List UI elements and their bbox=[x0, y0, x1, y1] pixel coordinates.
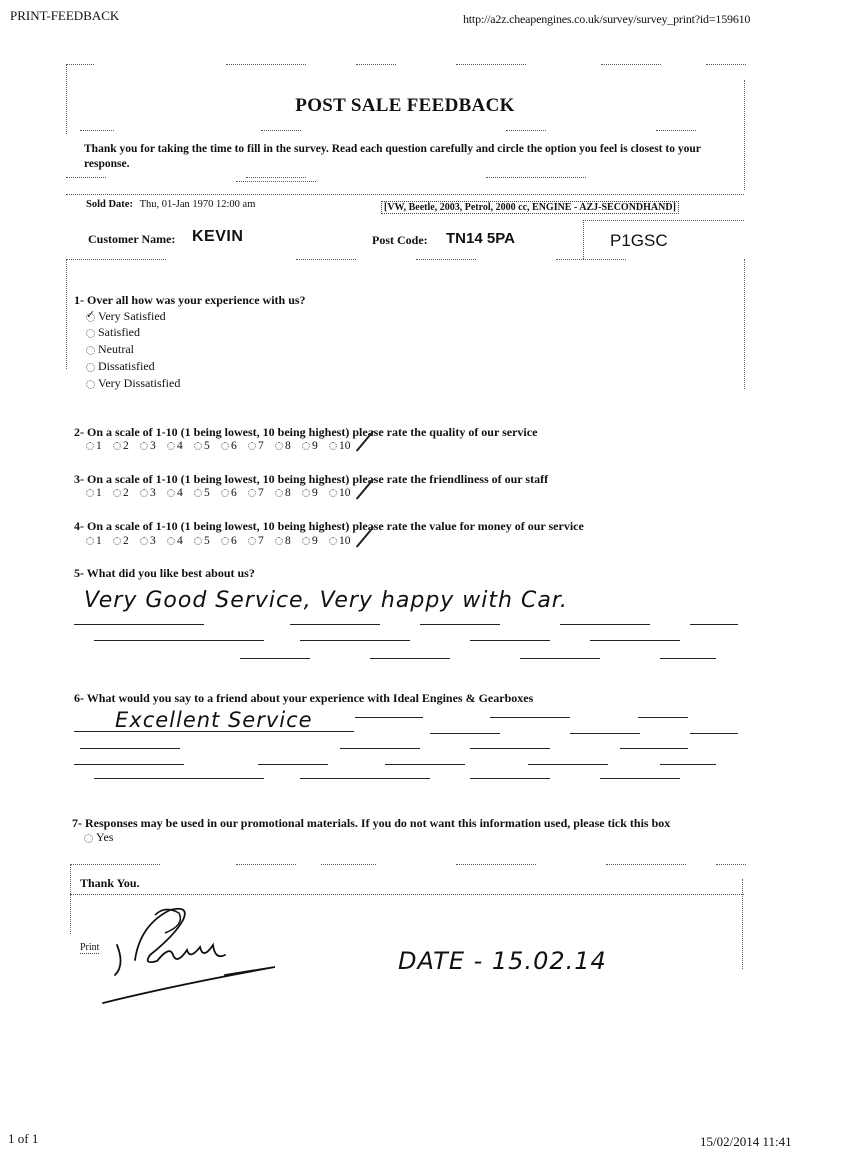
radio-icon[interactable] bbox=[329, 489, 337, 497]
q4-option[interactable]: 4 bbox=[167, 535, 194, 547]
q4-option[interactable]: 7 bbox=[248, 535, 275, 547]
q7-option-label: Yes bbox=[96, 830, 114, 844]
q1-option-5[interactable] bbox=[86, 376, 180, 391]
post-code-value: TN14 5PA bbox=[446, 230, 515, 247]
q1-option-1[interactable] bbox=[86, 309, 166, 324]
q4-option[interactable]: 1 bbox=[86, 535, 113, 547]
q2-option[interactable]: 6 bbox=[221, 440, 248, 452]
q2-option[interactable]: 7 bbox=[248, 440, 275, 452]
q6-answer[interactable]: Excellent Service bbox=[115, 708, 313, 732]
radio-checked-icon[interactable] bbox=[86, 313, 95, 322]
q3-option[interactable]: 8 bbox=[275, 487, 302, 499]
radio-icon[interactable] bbox=[221, 537, 229, 545]
checkbox-icon[interactable] bbox=[84, 834, 93, 843]
q1-option-label: Very Dissatisfied bbox=[98, 376, 181, 390]
question-6: 6- What would you say to a friend about your experience with Ideal Engines & Gearboxes bbox=[74, 691, 534, 705]
radio-icon[interactable] bbox=[221, 442, 229, 450]
question-7: 7- Responses may be used in our promotional materials. If you do not want this information used, please tick this box bbox=[72, 816, 671, 830]
q4-option[interactable]: 6 bbox=[221, 535, 248, 547]
q1-option-label: Very Satisfied bbox=[98, 309, 166, 323]
handwritten-date: DATE - 15.02.14 bbox=[398, 947, 607, 975]
radio-icon[interactable] bbox=[329, 442, 337, 450]
radio-icon[interactable] bbox=[194, 489, 202, 497]
radio-icon[interactable] bbox=[140, 489, 148, 497]
radio-icon[interactable] bbox=[275, 537, 283, 545]
question-4: 4- On a scale of 1-10 (1 being lowest, 10 being highest) please rate the value for money of our service bbox=[74, 519, 584, 533]
radio-icon[interactable] bbox=[275, 442, 283, 450]
q4-option[interactable]: 3 bbox=[140, 535, 167, 547]
radio-icon[interactable] bbox=[86, 363, 95, 372]
radio-icon[interactable] bbox=[86, 442, 94, 450]
print-timestamp: 15/02/2014 11:41 bbox=[700, 1134, 792, 1149]
thank-you-text: Thank You. bbox=[80, 876, 140, 890]
q3-option[interactable]: 4 bbox=[167, 487, 194, 499]
form-intro: Thank you for taking the time to fill in the survey. Read each question carefully and circle the option you feel is closest to your response. bbox=[84, 143, 701, 170]
sold-date-row bbox=[86, 199, 255, 210]
q3-option[interactable]: 6 bbox=[221, 487, 248, 499]
q4-option[interactable]: 5 bbox=[194, 535, 221, 547]
post-code-label: Post Code: bbox=[372, 233, 428, 247]
q2-option[interactable]: 8 bbox=[275, 440, 302, 452]
q3-scale bbox=[86, 487, 356, 499]
q5-answer[interactable]: Very Good Service, Very happy with Car. bbox=[84, 588, 568, 613]
q2-option[interactable]: 2 bbox=[113, 440, 140, 452]
q4-option[interactable]: 2 bbox=[113, 535, 140, 547]
q3-option[interactable]: 10 bbox=[329, 487, 356, 499]
question-3: 3- On a scale of 1-10 (1 being lowest, 10 being highest) please rate the friendliness of our staff bbox=[74, 472, 549, 486]
q4-option[interactable]: 9 bbox=[302, 535, 329, 547]
radio-icon[interactable] bbox=[86, 489, 94, 497]
q1-option-label: Dissatisfied bbox=[98, 359, 155, 373]
radio-icon[interactable] bbox=[140, 537, 148, 545]
q1-option-label: Neutral bbox=[98, 342, 134, 356]
radio-icon[interactable] bbox=[302, 489, 310, 497]
radio-icon[interactable] bbox=[86, 380, 95, 389]
radio-icon[interactable] bbox=[248, 489, 256, 497]
q2-scale bbox=[86, 440, 356, 452]
q3-option[interactable]: 9 bbox=[302, 487, 329, 499]
print-label: Print bbox=[80, 942, 100, 953]
q4-option[interactable]: 8 bbox=[275, 535, 302, 547]
question-5: 5- What did you like best about us? bbox=[74, 566, 255, 580]
print-header-url: http://a2z.cheapengines.co.uk/survey/survey_print?id=159610 bbox=[463, 12, 751, 26]
page-count: 1 of 1 bbox=[8, 1131, 39, 1146]
q3-option[interactable]: 2 bbox=[113, 487, 140, 499]
q3-option[interactable]: 3 bbox=[140, 487, 167, 499]
radio-icon[interactable] bbox=[140, 442, 148, 450]
handwritten-signature bbox=[95, 905, 285, 1005]
radio-icon[interactable] bbox=[113, 489, 121, 497]
radio-icon[interactable] bbox=[221, 489, 229, 497]
q3-option[interactable]: 7 bbox=[248, 487, 275, 499]
customer-name-label: Customer Name: bbox=[88, 232, 176, 246]
q1-option-3[interactable] bbox=[86, 342, 134, 357]
q4-scale bbox=[86, 535, 356, 547]
radio-icon[interactable] bbox=[248, 537, 256, 545]
radio-icon[interactable] bbox=[302, 442, 310, 450]
form-title: POST SALE FEEDBACK bbox=[295, 95, 515, 116]
radio-icon[interactable] bbox=[113, 537, 121, 545]
q3-option[interactable]: 1 bbox=[86, 487, 113, 499]
radio-icon[interactable] bbox=[86, 537, 94, 545]
q2-option[interactable]: 1 bbox=[86, 440, 113, 452]
radio-icon[interactable] bbox=[275, 489, 283, 497]
q7-option-yes[interactable] bbox=[84, 830, 113, 845]
q4-option[interactable]: 10 bbox=[329, 535, 356, 547]
q1-option-2[interactable] bbox=[86, 325, 140, 340]
sold-date-value: Thu, 01-Jan 1970 12:00 am bbox=[139, 199, 256, 210]
radio-icon[interactable] bbox=[194, 442, 202, 450]
radio-icon[interactable] bbox=[194, 537, 202, 545]
customer-name-value: KEVIN bbox=[192, 228, 244, 245]
q2-option[interactable]: 3 bbox=[140, 440, 167, 452]
q2-option[interactable]: 10 bbox=[329, 440, 356, 452]
sold-date-label: Sold Date: bbox=[86, 199, 133, 210]
question-2: 2- On a scale of 1-10 (1 being lowest, 10 being highest) please rate the quality of our service bbox=[74, 425, 538, 439]
radio-icon[interactable] bbox=[329, 537, 337, 545]
question-1: 1- Over all how was your experience with us? bbox=[74, 293, 306, 307]
q2-option[interactable]: 9 bbox=[302, 440, 329, 452]
q3-option[interactable]: 5 bbox=[194, 487, 221, 499]
radio-icon[interactable] bbox=[302, 537, 310, 545]
q1-option-label: Satisfied bbox=[98, 325, 140, 339]
q1-option-4[interactable] bbox=[86, 359, 155, 374]
print-header-title: PRINT-FEEDBACK bbox=[10, 8, 120, 23]
vehicle-details: [VW, Beetle, 2003, Petrol, 2000 cc, ENGINE - AZJ-SECONDHAND] bbox=[381, 201, 679, 214]
q2-option[interactable]: 4 bbox=[167, 440, 194, 452]
radio-icon[interactable] bbox=[167, 442, 175, 450]
radio-icon[interactable] bbox=[248, 442, 256, 450]
q2-option[interactable]: 5 bbox=[194, 440, 221, 452]
radio-icon[interactable] bbox=[86, 329, 95, 338]
radio-icon[interactable] bbox=[167, 489, 175, 497]
radio-icon[interactable] bbox=[86, 346, 95, 355]
radio-icon[interactable] bbox=[113, 442, 121, 450]
reference-code: P1GSC bbox=[610, 231, 668, 250]
radio-icon[interactable] bbox=[167, 537, 175, 545]
